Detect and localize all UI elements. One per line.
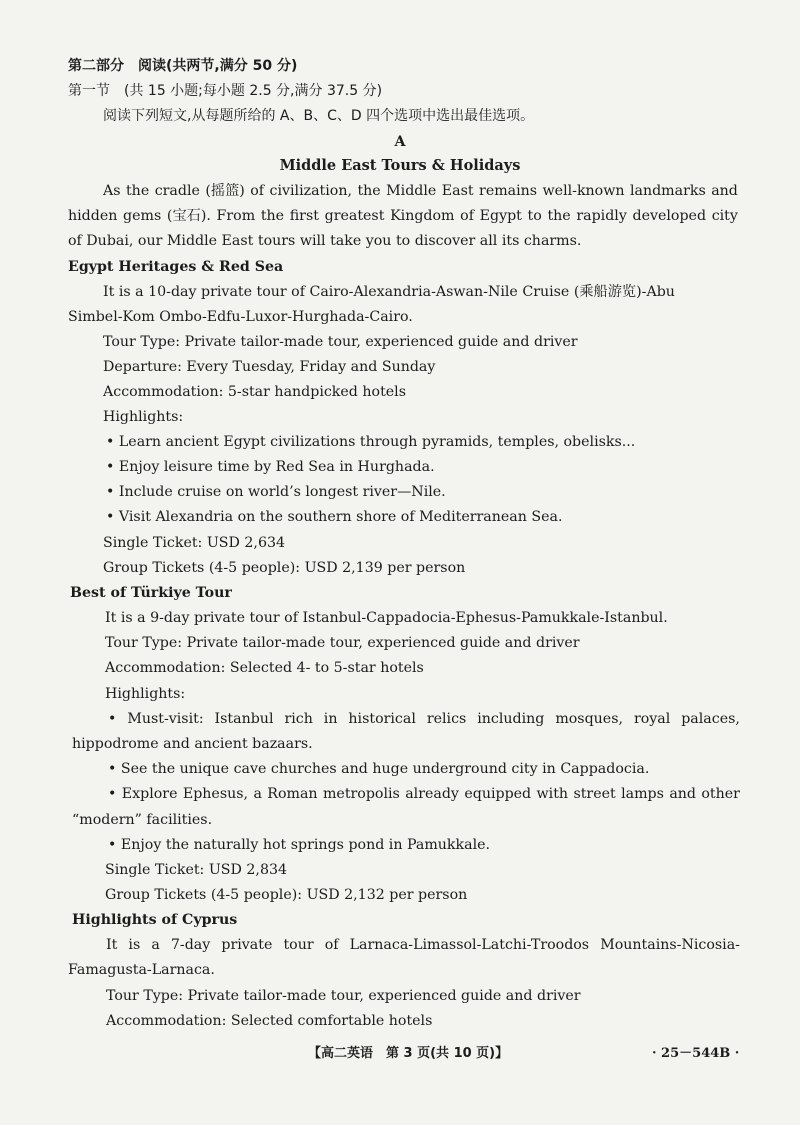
tour-egypt-desc-1: It is a 10-day private tour of Cairo-Alexandria-Aswan-Nile Cruise (乘船游览)-Abu [103, 284, 675, 300]
tour-egypt-desc-2: Simbel-Kom Ombo-Edfu-Luxor-Hurghada-Cairo. [68, 309, 413, 325]
intro-line-1: As the cradle (摇篮) of civilization, the Middle East remains well-known landmarks and [103, 183, 738, 199]
tour-egypt-highlight: • Visit Alexandria on the southern shore of Mediterranean Sea. [106, 509, 563, 525]
instruction-text: 阅读下列短文,从每题所给的 A、B、C、D 四个选项中选出最佳选项。 [103, 108, 535, 124]
tour-turkiye-single-ticket: Single Ticket: USD 2,834 [105, 862, 288, 878]
tour-turkiye-highlight-cont: hippodrome and ancient bazaars. [72, 736, 313, 752]
tour-egypt-group-tickets: Group Tickets (4-5 people): USD 2,139 per person [103, 560, 466, 576]
tour-turkiye-heading: Best of Türkiye Tour [70, 585, 232, 601]
tour-egypt-accommodation: Accommodation: 5-star handpicked hotels [103, 384, 406, 400]
tour-cyprus-heading: Highlights of Cyprus [72, 912, 238, 928]
tour-egypt-highlight: • Include cruise on world’s longest river—Nile. [106, 484, 446, 500]
tour-turkiye-highlight: • Must-visit: Istanbul rich in historical relics including mosques, royal palaces, [108, 711, 740, 727]
tour-egypt-highlight: • Learn ancient Egypt civilizations through pyramids, temples, obelisks... [106, 434, 636, 450]
tour-egypt-departure: Departure: Every Tuesday, Friday and Sunday [103, 359, 436, 375]
tour-cyprus-accommodation: Accommodation: Selected comfortable hotels [106, 1013, 433, 1029]
tour-egypt-heading: Egypt Heritages & Red Sea [68, 259, 284, 275]
tour-egypt-highlight: • Enjoy leisure time by Red Sea in Hurghada. [106, 459, 435, 475]
article-title: Middle East Tours & Holidays [279, 157, 521, 174]
tour-turkiye-type: Tour Type: Private tailor-made tour, experienced guide and driver [105, 635, 580, 651]
footer-exam-code: · 25－544B · [652, 1046, 740, 1061]
tour-turkiye-highlight: • Explore Ephesus, a Roman metropolis already equipped with street lamps and other [108, 786, 740, 802]
tour-turkiye-highlight: • Enjoy the naturally hot springs pond in Pamukkale. [108, 837, 491, 853]
tour-egypt-highlights-label: Highlights: [103, 409, 184, 425]
subsection-heading: 第一节 (共 15 小题;每小题 2.5 分,满分 37.5 分) [68, 83, 383, 99]
tour-turkiye-highlights-label: Highlights: [105, 686, 186, 702]
tour-cyprus-desc-2: Famagusta-Larnaca. [68, 962, 215, 978]
tour-cyprus-type: Tour Type: Private tailor-made tour, experienced guide and driver [106, 988, 581, 1004]
tour-cyprus-desc-1: It is a 7-day private tour of Larnaca-Limassol-Latchi-Troodos Mountains-Nicosia- [106, 937, 740, 953]
passage-letter: A [394, 134, 406, 150]
intro-line-3: of Dubai, our Middle East tours will take you to discover all its charms. [68, 233, 582, 249]
tour-turkiye-highlight-cont: “modern” facilities. [72, 812, 213, 828]
footer-page-label: 【高二英语 第 3 页(共 10 页)】 [308, 1046, 509, 1061]
tour-egypt-type: Tour Type: Private tailor-made tour, experienced guide and driver [103, 334, 578, 350]
tour-egypt-single-ticket: Single Ticket: USD 2,634 [103, 535, 286, 551]
section-part-heading: 第二部分 阅读(共两节,满分 50 分) [68, 58, 298, 74]
tour-turkiye-highlight: • See the unique cave churches and huge underground city in Cappadocia. [108, 761, 650, 777]
intro-line-2: hidden gems (宝石). From the first greatest Kingdom of Egypt to the rapidly developed city [68, 208, 738, 224]
tour-turkiye-desc-1: It is a 9-day private tour of Istanbul-Cappadocia-Ephesus-Pamukkale-Istanbul. [105, 610, 668, 626]
tour-turkiye-group-tickets: Group Tickets (4-5 people): USD 2,132 per person [105, 887, 468, 903]
tour-turkiye-accommodation: Accommodation: Selected 4- to 5-star hotels [105, 660, 424, 676]
